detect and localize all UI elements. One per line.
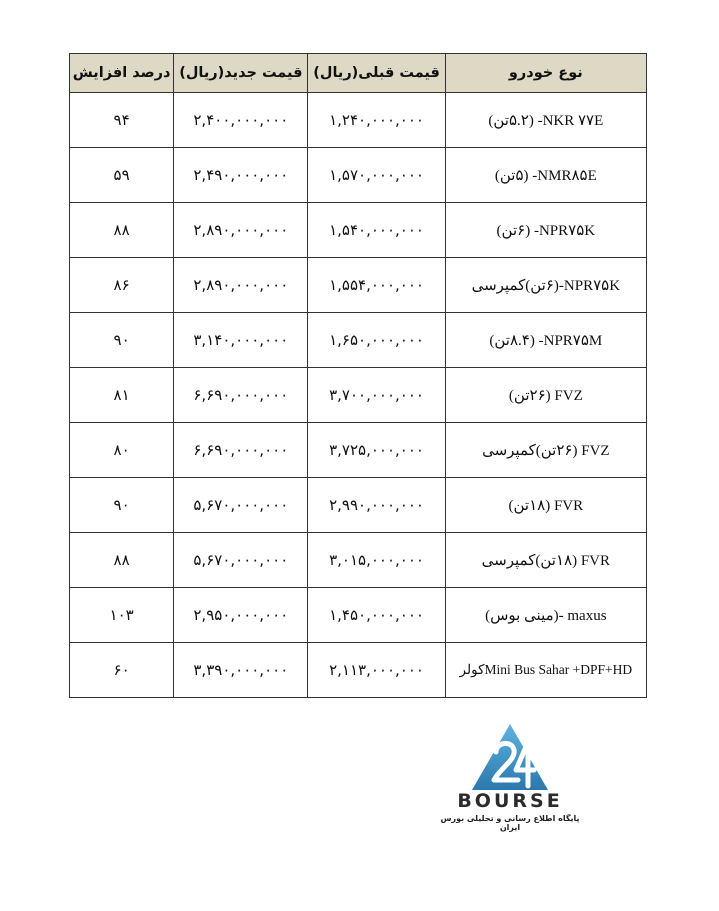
cell-old-price: ۱,۴۵۰,۰۰۰,۰۰۰ [308, 588, 445, 643]
table-row [70, 533, 647, 588]
cell-new-price: ۲,۴۹۰,۰۰۰,۰۰۰ [174, 148, 308, 203]
cell-increase: ۸۱ [70, 368, 174, 423]
cell-model: FVZ (۲۶تن)کمپرسی [445, 423, 646, 478]
cell-model: NMR۸۵E- (۵تن) [445, 148, 646, 203]
header-old-price: قیمت قبلی(ریال) [308, 54, 445, 93]
cell-model: FVR (۱۸تن) [445, 478, 646, 533]
cell-increase: ۹۰ [70, 478, 174, 533]
table-row [70, 643, 647, 698]
cell-model: FVZ (۲۶تن) [445, 368, 646, 423]
bourse24-emblem-icon [470, 722, 550, 792]
cell-increase: ۸۰ [70, 423, 174, 478]
logo-tagline: پایگاه اطلاع رسانی و تحلیلی بورس ایران [440, 814, 580, 832]
cell-new-price: ۲,۴۰۰,۰۰۰,۰۰۰ [174, 93, 308, 148]
cell-old-price: ۲,۹۹۰,۰۰۰,۰۰۰ [308, 478, 445, 533]
cell-increase: ۵۹ [70, 148, 174, 203]
cell-new-price: ۳,۳۹۰,۰۰۰,۰۰۰ [174, 643, 308, 698]
cell-increase: ۸۶ [70, 258, 174, 313]
cell-old-price: ۱,۵۴۰,۰۰۰,۰۰۰ [308, 203, 445, 258]
price-table [69, 53, 647, 698]
table-header-row [70, 54, 647, 93]
cell-increase: ۸۸ [70, 203, 174, 258]
table-row [70, 203, 647, 258]
cell-new-price: ۵,۶۷۰,۰۰۰,۰۰۰ [174, 478, 308, 533]
cell-model: maxus -(مینی بوس) [445, 588, 646, 643]
header-new-price: قیمت جدید(ریال) [174, 54, 308, 93]
cell-new-price: ۵,۶۷۰,۰۰۰,۰۰۰ [174, 533, 308, 588]
cell-increase: ۹۰ [70, 313, 174, 368]
cell-old-price: ۱,۵۵۴,۰۰۰,۰۰۰ [308, 258, 445, 313]
cell-increase: ۹۴ [70, 93, 174, 148]
cell-new-price: ۶,۶۹۰,۰۰۰,۰۰۰ [174, 423, 308, 478]
cell-new-price: ۲,۸۹۰,۰۰۰,۰۰۰ [174, 203, 308, 258]
cell-model: NPR۷۵K- (۶تن) [445, 203, 646, 258]
cell-old-price: ۲,۱۱۳,۰۰۰,۰۰۰ [308, 643, 445, 698]
cell-increase: ۱۰۳ [70, 588, 174, 643]
header-model: نوع خودرو [445, 54, 646, 93]
table-row [70, 313, 647, 368]
cell-old-price: ۳,۷۰۰,۰۰۰,۰۰۰ [308, 368, 445, 423]
cell-model: FVR (۱۸تن)کمپرسی [445, 533, 646, 588]
header-increase: درصد افزایش [70, 54, 174, 93]
cell-new-price: ۶,۶۹۰,۰۰۰,۰۰۰ [174, 368, 308, 423]
cell-old-price: ۱,۵۷۰,۰۰۰,۰۰۰ [308, 148, 445, 203]
table-row [70, 258, 647, 313]
table-row [70, 93, 647, 148]
cell-new-price: ۳,۱۴۰,۰۰۰,۰۰۰ [174, 313, 308, 368]
cell-model: Mini Bus Sahar +DPF+HDکولر [445, 643, 646, 698]
cell-model: NPR۷۵M- (۸.۴تن) [445, 313, 646, 368]
table-row [70, 148, 647, 203]
cell-old-price: ۳,۷۲۵,۰۰۰,۰۰۰ [308, 423, 445, 478]
table-row [70, 423, 647, 478]
cell-increase: ۸۸ [70, 533, 174, 588]
cell-model: NPR۷۵K-(۶تن)کمپرسی [445, 258, 646, 313]
cell-new-price: ۲,۸۹۰,۰۰۰,۰۰۰ [174, 258, 308, 313]
logo-wordmark: BOURSE [457, 790, 563, 812]
cell-old-price: ۳,۰۱۵,۰۰۰,۰۰۰ [308, 533, 445, 588]
table-row [70, 368, 647, 423]
cell-new-price: ۲,۹۵۰,۰۰۰,۰۰۰ [174, 588, 308, 643]
cell-increase: ۶۰ [70, 643, 174, 698]
cell-model: NKR ۷۷E- (۵.۲تن) [445, 93, 646, 148]
cell-old-price: ۱,۶۵۰,۰۰۰,۰۰۰ [308, 313, 445, 368]
table-row [70, 588, 647, 643]
table-row [70, 478, 647, 533]
bourse24-logo [440, 722, 590, 832]
cell-old-price: ۱,۲۴۰,۰۰۰,۰۰۰ [308, 93, 445, 148]
